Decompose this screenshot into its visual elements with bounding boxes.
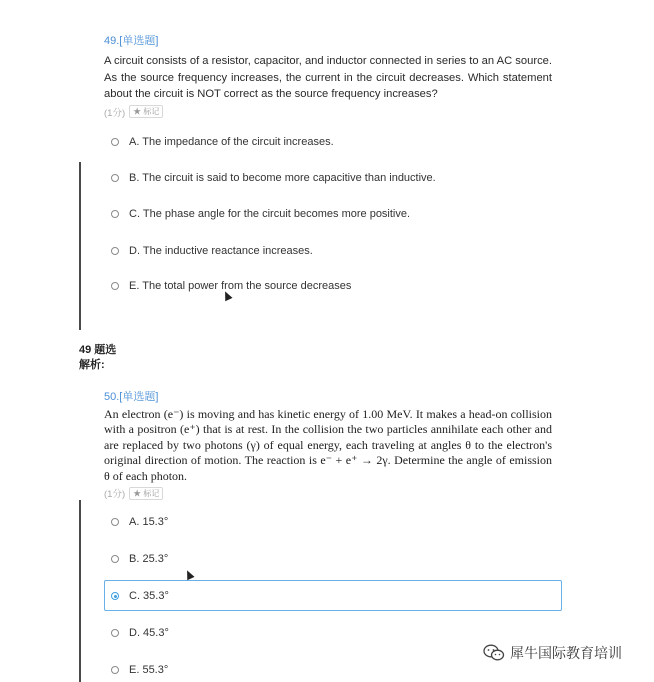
option-label: B. The circuit is said to become more capacitive than inductive. [129,172,436,184]
radio-icon[interactable] [111,174,119,182]
mark-button[interactable]: ★ 标记 [129,487,163,500]
question-50-points: (1分) [104,489,126,501]
option-label: D. 45.3° [129,627,169,639]
wechat-icon [483,644,505,662]
mark-button[interactable]: ★ 标记 [129,105,163,118]
radio-icon[interactable] [111,666,119,674]
watermark-text: 犀牛国际教育培训 [510,645,622,661]
radio-icon[interactable] [111,629,119,637]
analysis-block [79,343,116,373]
option-50-b[interactable] [111,553,168,565]
question-49-text: A circuit consists of a resistor, capacitor, and inductor connected in series to an AC source. As the source frequency increases, the current in the circuit decreases. Which statement about the circuit is NOT correct as the source frequency increases? [104,55,552,101]
option-49-c[interactable] [111,208,410,220]
option-50-e[interactable] [111,664,168,676]
wechat-watermark [483,643,622,663]
option-50-a[interactable] [111,516,168,528]
question-50-text: An electron (e⁻) is moving and has kinetic energy of 1.00 MeV. It makes a head-on collision with a positron (e⁺) that is at rest. In the collision the two particles annihilate each other and are replaced by two photons (γ) of equal energy, each traveling at angles θ to the electron's original direction of motion. The reaction is e⁻ + e⁺ → 2γ. Determine the angle of emission θ of each photon. [104,407,552,483]
radio-checked-icon[interactable] [111,592,119,600]
option-50-d[interactable] [111,627,169,639]
question-49 [104,32,552,119]
option-50-c[interactable] [111,590,169,602]
radio-icon[interactable] [111,247,119,255]
option-label: E. 55.3° [129,664,169,676]
option-label: E. The total power from the source decreases [129,280,352,292]
radio-icon[interactable] [111,210,119,218]
question-50-header: 50.[单选题] [104,391,159,403]
radio-icon[interactable] [111,518,119,526]
analysis-label: 解析: [79,359,105,371]
question-50 [104,388,552,500]
option-label: C. The phase angle for the circuit becomes more positive. [129,208,411,220]
radio-icon[interactable] [111,282,119,290]
option-label: B. 25.3° [129,553,169,565]
option-49-b[interactable] [111,172,436,184]
selected-option-highlight [104,580,562,611]
mouse-cursor-icon [183,569,194,581]
question-50-meta [104,486,552,500]
option-label: A. The impedance of the circuit increases. [129,136,334,148]
radio-icon[interactable] [111,138,119,146]
option-label: A. 15.3° [129,516,169,528]
question-49-points: (1分) [104,107,126,119]
analysis-answer: 49 题选 [79,344,117,356]
option-49-e[interactable] [111,280,351,292]
question-49-meta [104,105,552,119]
option-49-a[interactable] [111,136,334,148]
left-border-line [79,162,81,330]
question-49-header: 49.[单选题] [104,35,159,47]
radio-icon[interactable] [111,555,119,563]
option-label: C. 35.3° [129,590,169,602]
option-label: D. The inductive reactance increases. [129,245,313,257]
left-border-line [79,500,81,682]
option-49-d[interactable] [111,245,313,257]
